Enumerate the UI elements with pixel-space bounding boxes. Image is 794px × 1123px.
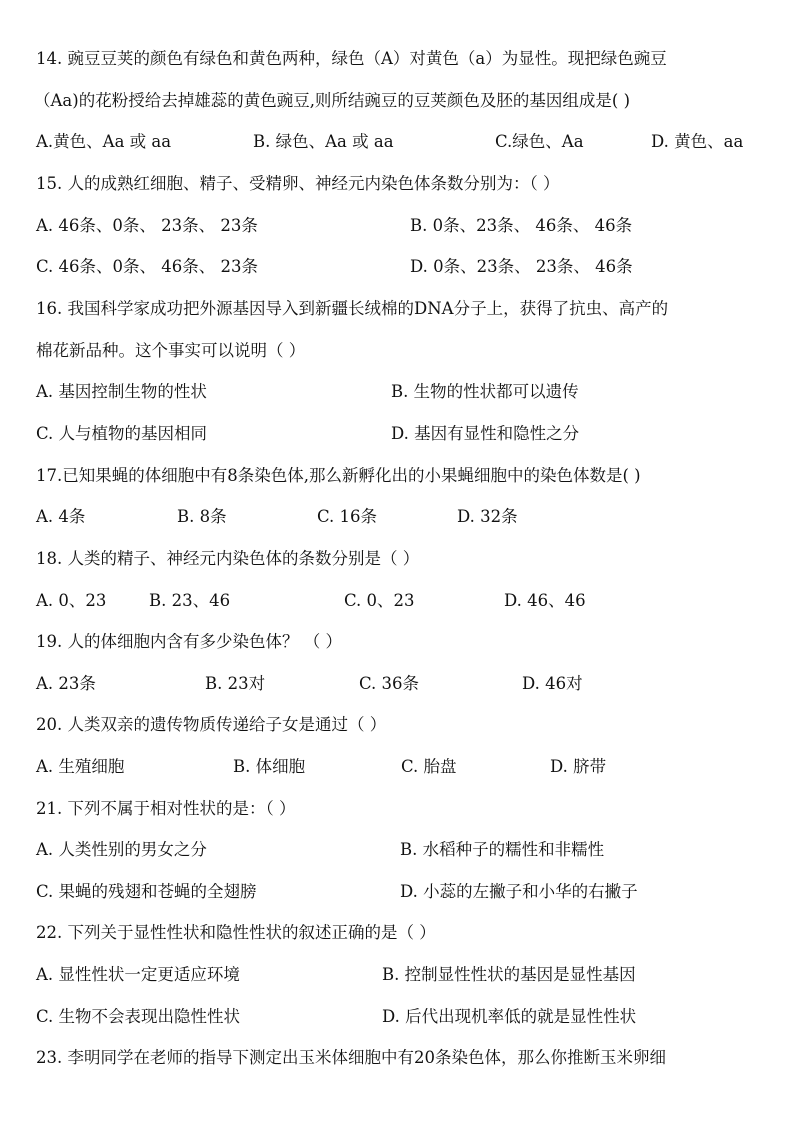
question-17-stem: 17.已知果蝇的体细胞中有8条染色体,那么新孵化出的小果蝇细胞中的染色体数是( ) [36,466,641,485]
question-16-options-row-2 [36,419,764,449]
question-14-stem-line-2: （Aa)的花粉授给去掉雄蕊的黄色豌豆,则所结豌豆的豆荚颜色及胚的基因组成是( ) [34,91,631,110]
question-14-option-a[interactable]: A.黄色、Aa 或 aa [36,132,172,151]
question-17-option-c[interactable]: C. 16条 [317,507,378,526]
question-15-option-d[interactable]: D. 0条、23条、 23条、 46条 [410,257,633,276]
question-15-option-c[interactable]: C. 46条、0条、 46条、 23条 [36,257,259,276]
question-15-option-b[interactable]: B. 0条、23条、 46条、 46条 [410,216,633,235]
question-16-option-c[interactable]: C. 人与植物的基因相同 [36,424,208,443]
question-17-option-b[interactable]: B. 8条 [177,507,227,526]
question-16-option-b[interactable]: B. 生物的性状都可以遗传 [391,382,579,401]
question-20-stem: 20. 人类双亲的遗传物质传递给子女是通过（ ） [36,715,387,734]
question-22-stem: 22. 下列关于显性性状和隐性性状的叙述正确的是（ ） [36,923,436,942]
question-18-option-d[interactable]: D. 46、46 [504,591,586,610]
question-22-option-c[interactable]: C. 生物不会表现出隐性性状 [36,1007,241,1026]
question-22-option-b[interactable]: B. 控制显性性状的基因是显性基因 [382,965,636,984]
question-16-option-d[interactable]: D. 基因有显性和隐性之分 [391,424,580,443]
question-19-option-c[interactable]: C. 36条 [359,674,420,693]
question-21-options-row-1 [36,835,764,865]
question-21-option-c[interactable]: C. 果蝇的残翅和苍蝇的全翅膀 [36,882,257,901]
question-22-options-row-1 [36,960,764,990]
question-16-stem-line-1: 16. 我国科学家成功把外源基因导入到新疆长绒棉的DNA分子上，获得了抗虫、高产的 [36,299,669,318]
question-22-options-row-2 [36,1002,764,1032]
question-18-option-c[interactable]: C. 0、23 [344,591,415,610]
question-18-option-b[interactable]: B. 23、46 [149,591,231,610]
question-18-option-a[interactable]: A. 0、23 [36,591,107,610]
question-19-options [36,669,764,699]
question-20-option-a[interactable]: A. 生殖细胞 [36,757,125,776]
question-23-stem: 23. 李明同学在老师的指导下测定出玉米体细胞中有20条染色体，那么你推断玉米卵细 [36,1048,666,1067]
question-18-options [36,586,764,616]
question-16-option-a[interactable]: A. 基因控制生物的性状 [36,382,207,401]
question-15-options-row-2 [36,252,764,282]
question-22-option-d[interactable]: D. 后代出现机率低的就是显性性状 [382,1007,637,1026]
question-15-options-row-1 [36,211,764,241]
question-21-option-d[interactable]: D. 小蕊的左撇子和小华的右撇子 [400,882,638,901]
question-20-option-d[interactable]: D. 脐带 [550,757,607,776]
question-14-option-b[interactable]: B. 绿色、Aa 或 aa [253,132,394,151]
question-21-option-a[interactable]: A. 人类性别的男女之分 [36,840,207,859]
question-16-options-row-1 [36,377,764,407]
question-18-stem: 18. 人类的精子、神经元内染色体的条数分别是（ ） [36,549,420,568]
question-20-options [36,752,764,782]
question-21-options-row-2 [36,877,764,907]
question-20-option-b[interactable]: B. 体细胞 [233,757,306,776]
question-19-stem: 19. 人的体细胞内含有多少染色体？ （ ） [36,632,342,651]
question-21-option-b[interactable]: B. 水稻种子的糯性和非糯性 [400,840,605,859]
question-15-option-a[interactable]: A. 46条、0条、 23条、 23条 [36,216,258,235]
question-14-options [36,127,764,157]
question-21-stem: 21. 下列不属于相对性状的是：（ ） [36,799,296,818]
question-16-stem-line-2: 棉花新品种。这个事实可以说明（ ） [36,341,306,360]
question-14-option-d[interactable]: D. 黄色、aa [651,132,744,151]
question-17-option-d[interactable]: D. 32条 [457,507,518,526]
question-17-option-a[interactable]: A. 4条 [36,507,86,526]
question-19-option-b[interactable]: B. 23对 [205,674,266,693]
question-14-option-c[interactable]: C.绿色、Aa [495,132,584,151]
question-15-stem: 15. 人的成熟红细胞、精子、受精卵、神经元内染色体条数分别为：（ ） [36,174,560,193]
question-14-stem-line-1: 14. 豌豆豆荚的颜色有绿色和黄色两种，绿色（A）对黄色（a）为显性。现把绿色豌豆 [36,49,667,68]
question-20-option-c[interactable]: C. 胎盘 [401,757,457,776]
question-19-option-d[interactable]: D. 46对 [522,674,583,693]
question-19-option-a[interactable]: A. 23条 [36,674,96,693]
question-22-option-a[interactable]: A. 显性性状一定更适应环境 [36,965,240,984]
question-17-options [36,502,764,532]
